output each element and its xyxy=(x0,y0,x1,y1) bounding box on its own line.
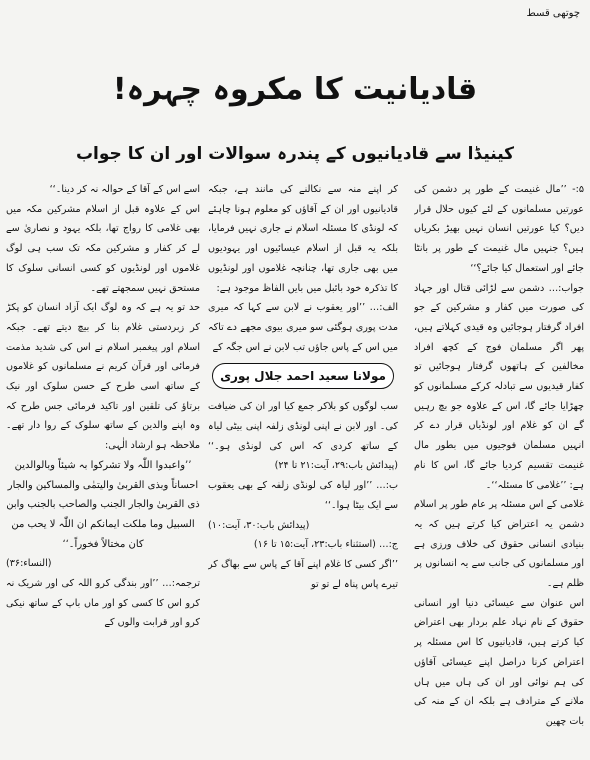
bible-quote: اسے اس کے آقا کے حوالہ نہ کر دینا۔‘‘ xyxy=(49,184,200,195)
verse-reference: (النساء:۳۶) xyxy=(6,558,52,570)
bible-quote: سب لوگوں کو بلاکر جمع کیا اور ان کی ضیافت کی۔ اور لابن نے اپنی لونڈی زلفہ اپنی بیٹی لیاہ کے ساتھ کردی کہ اس کی لونڈی ہو۔‘‘ (پیدائش باب:۲۹، آیت:۲۱ تا ۲۴) xyxy=(208,401,398,472)
body-paragraph: اس عنوان سے عیسائی دنیا اور انسانی حقوق کے نام نہاد علم بردار بھی اعتراض کیا کرتے ہیں، قادیانیوں کا اس مسئلہ پر اعتراض کرنا دراصل اپنے عیسائی آقاؤں کی ہم نوائی اور ان کی ہاں میں ہاں ملانے کے مترادف ہے بلکہ ان کے منہ کی بات چھین xyxy=(414,597,584,727)
author-badge: مولانا سعید احمد جلال پوری xyxy=(212,363,394,389)
translation-paragraph: ترجمہ:… ’’اور بندگی کرو اللہ کی اور شریک نہ کرو اس کا کسی کو اور ماں باپ کے ساتھ نیکی کرو اور قرابت والوں کے xyxy=(6,578,200,629)
column-middle xyxy=(208,180,398,755)
answer-paragraph: جواب:… دشمن سے لڑائی قتال اور جہاد کی صورت میں کفار و مشرکین کے جو افراد گرفتار ہوجائیں وہ قیدی کہلاتے ہیں، پھر اگر مسلمان فوج کے کچھ افراد مخالفین کے ہاتھوں گرفتار ہوجائیں تو کفار قیدیوں سے تبادلہ کرکے مسلمانوں کو چھڑایا جائے گا، اس کے علاوہ جو بچ رہیں گے ان کو غلام اور لونڈیاں قرار دے کر انہیں مسلمان فوجیوں میں بطور مال غنیمت تقسیم کردیا جائے گا، اس کا نام ہے: ’’غلامی کا مسئلہ‘‘۔ xyxy=(414,282,584,491)
column-right xyxy=(414,180,584,755)
body-paragraph: حد تو یہ ہے کہ وہ لوگ ایک آزاد انسان کو پکڑ کر زبردستی غلام بنا کر بیچ دیتے تھے۔ جبکہ اسلام اور پیغمبر اسلام نے اس کی شدید مذمت فرمائی اور قرآن کریم نے مسلمانوں کو غلاموں کے ساتھ اسی طرح کے حسن سلوک اور نیک برتاؤ کی تلقین اور تاکید فرمائی جس طرح کہ وہ اپنے والدین کے ساتھ سلوک کے روا دار تھے۔ ملاحظہ ہو ارشاد الٰہی: xyxy=(6,302,200,452)
article-title: قادیانیت کا مکروہ چہرہ! xyxy=(112,72,478,107)
question-paragraph: ۵:- ’’مال غنیمت کے طور پر دشمن کی عورتیں مسلمانوں کے لئے کیوں حلال قرار دیں؟ کیا عورتیں انسان نہیں بھیڑ بکریاں ہیں؟ جنہیں مال غنیمت کے طور پر بانٹا جائے اور استعمال کیا جائے؟‘‘ xyxy=(414,184,584,274)
episode-label: چوتھی قسط xyxy=(526,8,580,19)
body-paragraph: اس کے علاوہ قبل از اسلام مشرکین مکہ میں بھی غلامی کا رواج تھا، بلکہ یہود و نصاریٰ سے لے کر کفار و مشرکین مکہ تک سب ہی لوگ غلاموں اور لونڈیوں کو کسی انسانی سلوک کا مستحق نہیں سمجھتے تھے۔ xyxy=(6,203,200,294)
bible-quote: ’’اگر کسی کا غلام اپنے آقا کے پاس سے بھاگ کر تیرے پاس پناہ لے تو تو xyxy=(208,558,398,590)
bible-quote: الف:… ’’اور یعقوب نے لابن سے کہا کہ میری مدت پوری ہوگئی سو میری بیوی مجھے دے تاکہ میں اس کے پاس جاؤں تب لابن نے اس جگہ کے xyxy=(208,302,398,353)
bible-reference: (پیدائش باب:۳۰، آیت:۱۰) xyxy=(208,519,310,531)
bible-reference: ج:… (استثناء باب:۲۳، آیت:۱۵ تا ۱۶) xyxy=(253,539,398,551)
quran-verse: ’’واعبدوا اللّٰہ ولا تشرکوا بہ شیئاً وبالوالدین احساناً وبذی القربیٰ والیتمٰی والمساکین والجار ذی القربیٰ والجار الجنب والصاحب بالجنب وابن السبیل وما ملکت ایمانکم ان اللّٰہ لا یحب من کان مختالاً فخوراً۔‘‘ xyxy=(6,459,200,550)
article-subtitle: کینیڈا سے قادیانیوں کے پندرہ سوالات اور ان کا جواب xyxy=(75,144,515,164)
body-paragraph: کر اپنے منہ سے نکالنے کی مانند ہے، جبکہ قادیانیوں اور ان کے آقاؤں کو معلوم ہونا چاہئے کہ لونڈی کا مسئلہ اسلام نے جاری نہیں فرمایا، بلکہ یہ قبل از اسلام عیسائیوں اور یہودیوں میں بھی جاری تھا، چنانچہ غلاموں اور لونڈیوں کا تذکرہ خود بائبل میں بایں الفاظ موجود ہے: xyxy=(208,184,398,294)
column-left xyxy=(6,180,200,755)
body-paragraph: غلامی کے اس مسئلہ پر عام طور پر اسلام دشمن یہ اعتراض کیا کرتے ہیں کہ یہ بنیادی انسانی حقوق کی خلاف ورزی ہے اور مسلمانوں کی جانب سے یہ انسانوں پر ظلم ہے۔ xyxy=(414,499,584,590)
bible-quote: ب:… ’’اور لیاہ کی لونڈی زلفہ کے بھی یعقوب سے ایک بیٹا ہوا۔‘‘ xyxy=(208,480,398,511)
